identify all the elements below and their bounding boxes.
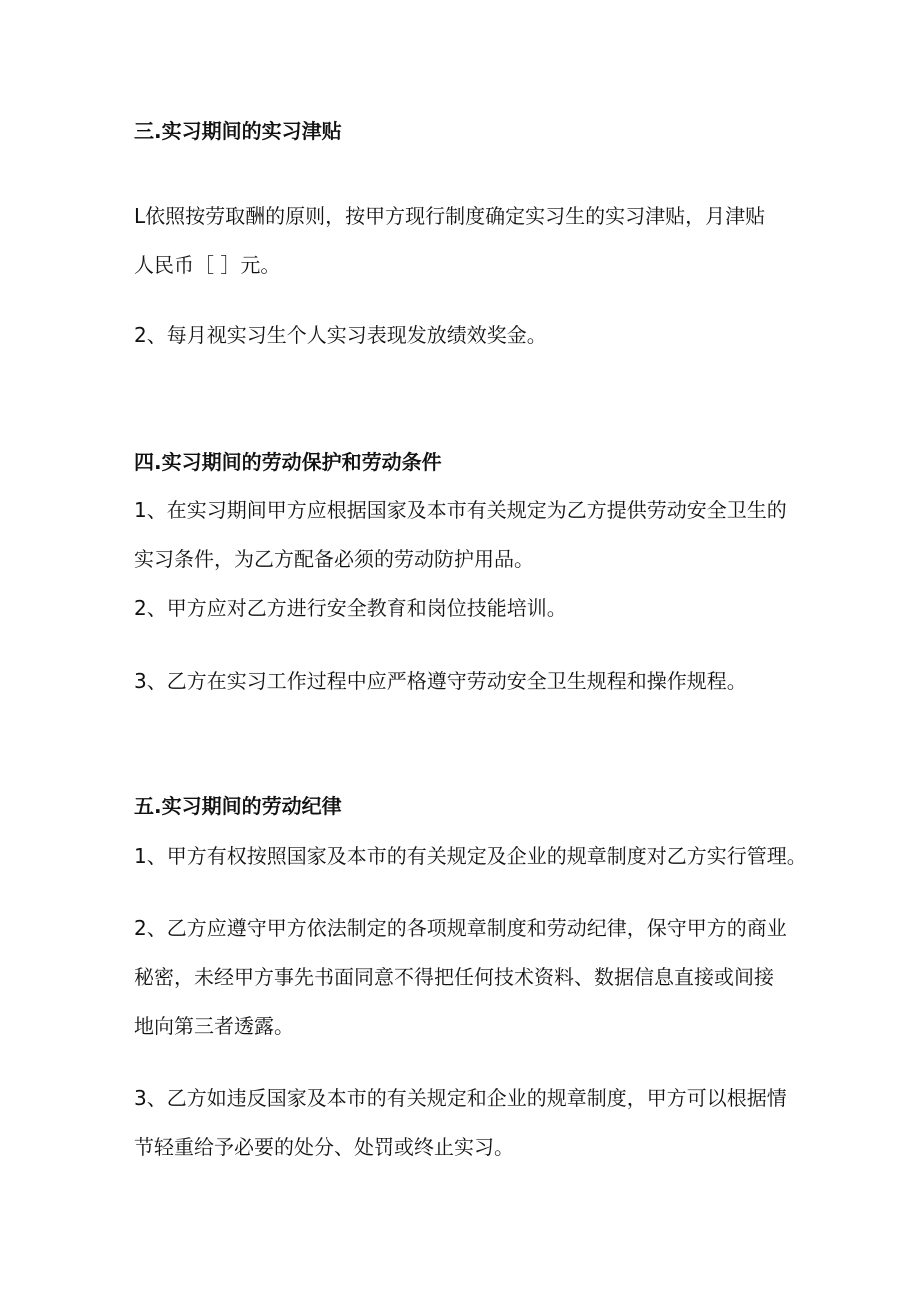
section-5-para-2-line-3: 地向第三者透露。 bbox=[134, 1014, 294, 1038]
section-4-heading: 四.实习期间的劳动保护和劳动条件 bbox=[134, 450, 442, 474]
section-3-heading: 三.实习期间的实习津贴 bbox=[134, 119, 342, 143]
section-5-para-2-line-1: 2、乙方应遵守甲方依法制定的各项规章制度和劳动纪律，保守甲方的商业 bbox=[134, 916, 787, 940]
section-3-para-2: 2、每月视实习生个人实习表现发放绩效奖金。 bbox=[134, 323, 547, 347]
section-5-para-3-line-1: 3、乙方如违反国家及本市的有关规定和企业的规章制度，甲方可以根据情 bbox=[134, 1086, 787, 1110]
section-5-para-2-line-2: 秘密，未经甲方事先书面同意不得把任何技术资料、数据信息直接或间接 bbox=[134, 965, 774, 989]
section-4-para-2: 2、甲方应对乙方进行安全教育和岗位技能培训。 bbox=[134, 596, 567, 620]
section-5-para-1: 1、甲方有权按照国家及本市的有关规定及企业的规章制度对乙方实行管理。 bbox=[134, 844, 807, 868]
section-4-para-1-line-2: 实习条件，为乙方配备必须的劳动防护用品。 bbox=[134, 547, 534, 571]
section-5-para-3-line-2: 节轻重给予必要的处分、处罚或终止实习。 bbox=[134, 1135, 514, 1159]
section-5-heading: 五.实习期间的劳动纪律 bbox=[134, 794, 342, 818]
section-3-para-1-line-1: L依照按劳取酬的原则，按甲方现行制度确定实习生的实习津贴，月津贴 bbox=[134, 204, 766, 228]
section-3-para-1-line-2: 人民币［ ］元。 bbox=[134, 253, 281, 277]
section-4-para-3: 3、乙方在实习工作过程中应严格遵守劳动安全卫生规程和操作规程。 bbox=[134, 669, 747, 693]
section-4-para-1-line-1: 1、在实习期间甲方应根据国家及本市有关规定为乙方提供劳动安全卫生的 bbox=[134, 498, 787, 522]
